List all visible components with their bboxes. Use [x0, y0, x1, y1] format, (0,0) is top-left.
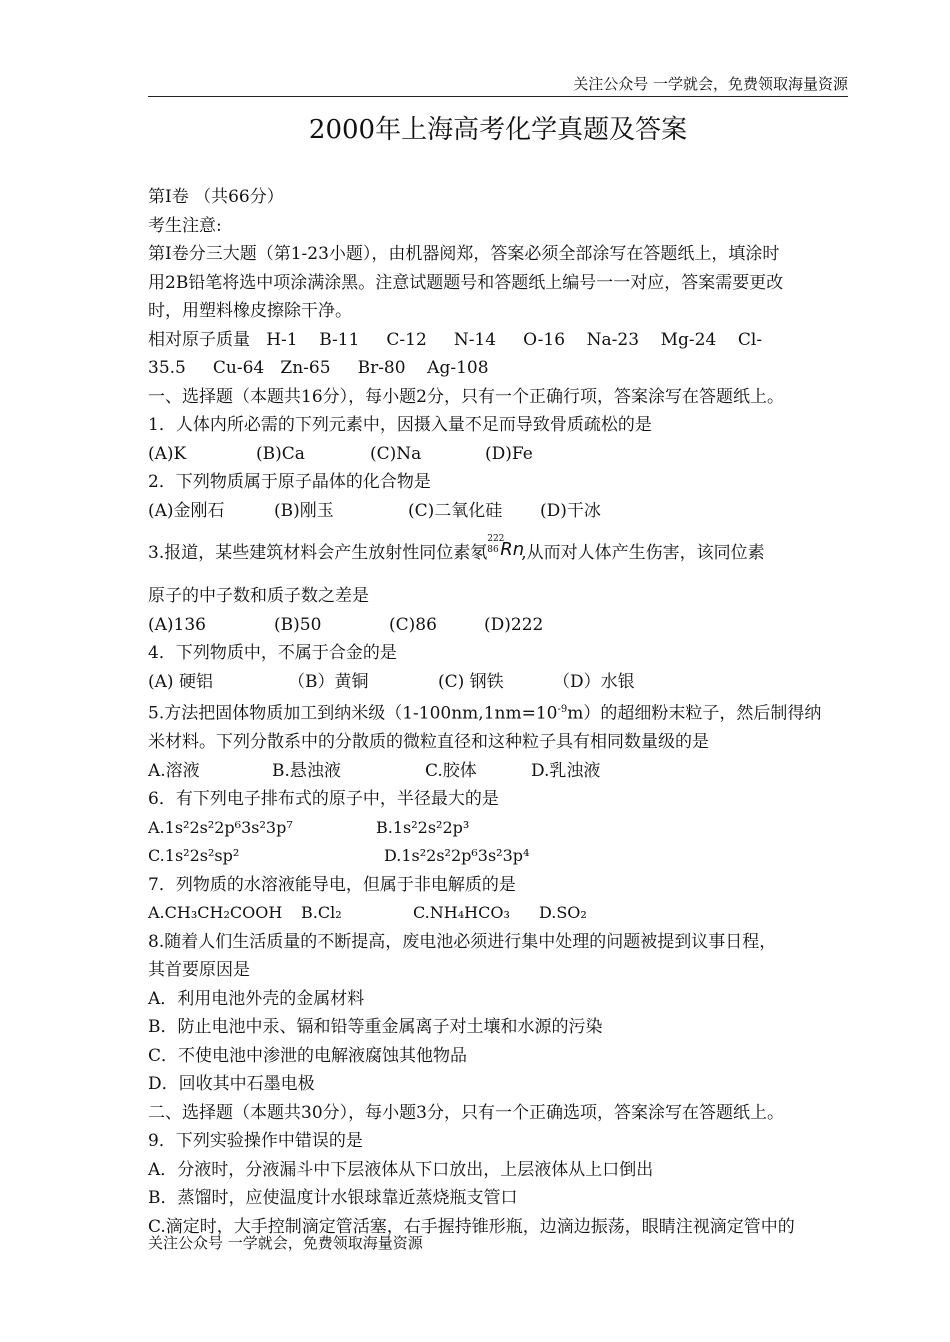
option: (A)金刚石: [148, 500, 225, 521]
nuclide-symbol: [487, 534, 525, 560]
notice-line: 第Ⅰ卷分三大题（第1-23小题），由机器阅郑，答案必须全部涂写在答题纸上，填涂时: [148, 244, 780, 264]
page-footer: 关注公众号 一学就会，免费领取海量资源: [148, 1234, 423, 1252]
stem-text: ,从而对人体产生伤害，该同位素: [521, 543, 765, 563]
option: (A) 硬铝: [148, 671, 213, 692]
option-row: [148, 757, 848, 786]
option: B．防止电池中汞、镉和铅等重金属离子对土壤和水源的污染: [148, 1017, 603, 1038]
option: D.乳浊液: [531, 760, 601, 781]
option: （D）水银: [553, 671, 635, 692]
exponent: -9: [557, 704, 568, 715]
option: A．分液时，分液漏斗中下层液体从下口放出，上层液体从上口倒出: [148, 1159, 654, 1180]
atomic-mass-line: 相对原子质量 H-1 B-11 C-12 N-14 O-16 Na-23 Mg-24 Cl-: [148, 329, 763, 350]
page-header: 关注公众号 一学就会，免费领取海量资源: [573, 75, 848, 93]
option: C．不使电池中渗泄的电解液腐蚀其他物品: [148, 1045, 468, 1066]
question-stem: 7．列物质的水溶液能导电，但属于非电解质的是: [148, 874, 516, 895]
stem-text: 5.方法把固体物质加工到纳米级（1-100nm,1nm=10: [148, 703, 558, 724]
option: (D)Fe: [485, 443, 533, 464]
notice-heading: 考生注意:: [148, 215, 222, 236]
question-stem: 6．有下列电子排布式的原子中，半径最大的是: [148, 789, 499, 810]
notice-line: 用2B铅笔将选中项涂满涂黑。注意试题题号和答题纸上编号一一对应，答案需要更改: [148, 272, 784, 293]
option-row: [148, 497, 848, 526]
option: D.SO₂: [539, 903, 587, 923]
question-stem: 2．下列物质属于原子晶体的化合物是: [148, 472, 431, 492]
option: A.1s²2s²2p⁶3s²3p⁷: [148, 817, 293, 837]
question-stem: 米材料。下列分散系中的分散质的微粒直径和这种粒子具有相同数量级的是: [148, 732, 709, 753]
option-row: [148, 814, 848, 843]
option: (B)50: [274, 614, 322, 635]
option: B．蒸馏时，应使温度计水银球靠近蒸烧瓶支管口: [148, 1188, 518, 1209]
header-divider: [148, 96, 848, 97]
option: (B)Ca: [256, 443, 305, 464]
option: C.胶体: [425, 760, 477, 781]
option: (C)二氧化硅: [408, 500, 503, 521]
option: A．利用电池外壳的金属材料: [148, 988, 365, 1009]
atomic-number: 86: [487, 545, 499, 555]
option: （B）黄铜: [288, 671, 369, 692]
option-row: [148, 899, 848, 928]
option: A.CH₃CH₂COOH: [148, 903, 283, 923]
stem-text: 3.报道，某些建筑材料会产生放射性同位素氡: [148, 543, 488, 563]
option: (C)86: [389, 614, 437, 635]
option: B.Cl₂: [301, 903, 342, 923]
question-stem: 9．下列实验操作中错误的是: [148, 1131, 363, 1152]
option: B.悬浊液: [272, 760, 341, 781]
option: (A)K: [148, 443, 187, 464]
option: D.1s²2s²2p⁶3s²3p⁴: [384, 846, 530, 866]
option: (D)干冰: [540, 500, 601, 521]
option-row: [148, 440, 848, 469]
option: B.1s²2s²2p³: [376, 817, 470, 837]
question-stem: 1．人体内所必需的下列元素中，因摄入量不足而导致骨质疏松的是: [148, 415, 652, 435]
option: D．回收其中石墨电极: [148, 1074, 315, 1095]
option: (A)136: [148, 614, 206, 635]
volume-heading: 第Ⅰ卷 （共66分）: [148, 187, 284, 207]
question-stem: 其首要原因是: [148, 960, 250, 981]
option: (C) 钢铁: [438, 671, 504, 692]
question-stem: 原子的中子数和质子数之差是: [148, 586, 369, 606]
section-heading: 二、选择题（本题共30分），每小题3分，只有一个正确选项，答案涂写在答题纸上。: [148, 1102, 784, 1123]
atomic-mass-line: 35.5 Cu-64 Zn-65 Br-80 Ag-108: [148, 358, 489, 378]
page-title: 2000年上海高考化学真题及答案: [308, 115, 688, 145]
option: C.滴定时，大手控制滴定管活塞，右手握持锥形瓶，边滴边振荡，眼睛注视滴定管中的: [148, 1216, 795, 1237]
element-symbol: Rn: [500, 539, 525, 560]
option: (D)222: [484, 614, 544, 635]
option-row: [148, 842, 848, 871]
question-stem: [148, 525, 848, 582]
option: A.溶液: [148, 760, 200, 781]
mass-number: 222: [487, 534, 505, 544]
question-stem: 8.随着人们生活质量的不断提高，废电池必须进行集中处理的问题被提到议事日程，: [148, 931, 777, 952]
option: (C)Na: [370, 443, 422, 464]
notice-line: 时，用塑料橡皮擦除干净。: [148, 301, 352, 321]
option-row: [148, 668, 848, 697]
section-heading: 一、选择题（本题共16分），每小题2分，只有一个正确行项，答案涂写在答题纸上。: [148, 386, 784, 407]
exam-body: [148, 183, 848, 1241]
question-stem: [148, 696, 848, 728]
option: C.1s²2s²sp²: [148, 846, 240, 866]
option: (B)刚玉: [274, 500, 334, 521]
stem-text: m）的超细粉末粒子，然后制得纳: [567, 703, 822, 724]
option: C.NH₄HCO₃: [413, 903, 510, 923]
question-stem: 4．下列物质中，不属于合金的是: [148, 643, 397, 663]
option-row: [148, 611, 848, 640]
